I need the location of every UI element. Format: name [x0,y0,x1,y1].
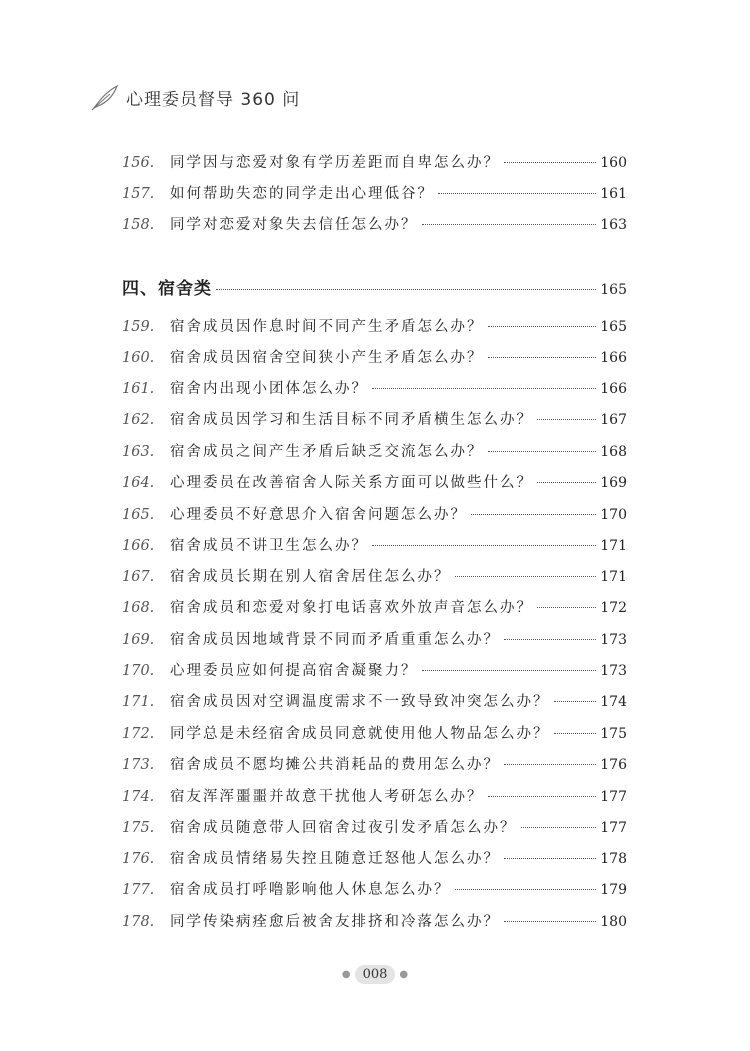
entry-page: 173 [600,632,627,648]
entry-title: 同学对恋爱对象失去信任怎么办？ [170,217,418,233]
leader-dots [422,670,597,671]
entry-page: 166 [600,350,627,366]
entry-page: 169 [600,475,627,491]
toc-entry[interactable] [122,910,627,934]
section-heading[interactable] [122,274,627,300]
entry-page: 171 [600,538,627,554]
entry-number: 171. [122,694,155,710]
page-footer [335,963,415,985]
leader-dots [488,326,597,327]
entry-page: 168 [600,444,627,460]
leader-dots [438,193,596,194]
leader-dots [504,764,596,765]
entry-number: 157. [122,186,155,202]
entry-number: 156. [122,155,155,171]
entry-number: 174. [122,789,155,805]
entry-title: 宿舍成员情绪易失控且随意迁怒他人怎么办？ [170,851,500,867]
leader-dots [372,388,596,389]
entry-title: 同学总是未经宿舍成员同意就使用他人物品怎么办？ [170,726,550,742]
entry-title: 宿舍成员因宿舍空间狭小产生矛盾怎么办？ [170,350,484,366]
leader-dots [554,733,597,734]
toc-entry[interactable] [122,628,627,652]
entry-title: 宿舍成员和恋爱对象打电话喜欢外放声音怎么办？ [170,600,533,616]
entry-title: 宿舍成员因地域背景不同而矛盾重重怎么办？ [170,632,500,648]
leader-dots [504,921,596,922]
entry-number: 164. [122,475,155,491]
entry-number: 161. [122,381,155,397]
entry-title: 同学传染病痊愈后被舍友排挤和冷落怎么办？ [170,914,500,930]
entry-title: 宿舍成员因对空调温度需求不一致导致冲突怎么办？ [170,694,550,710]
toc-entry[interactable] [122,346,627,370]
entry-number: 167. [122,569,155,585]
toc-entry[interactable] [122,722,627,746]
leader-dots [537,482,596,483]
entry-title: 宿舍成员不愿均摊公共消耗品的费用怎么办？ [170,757,500,773]
toc-entry[interactable] [122,315,627,339]
leader-dots [488,796,597,797]
toc-entry[interactable] [122,878,627,902]
leader-dots [504,162,596,163]
entry-number: 176. [122,851,155,867]
header-title: 心理委员督导 360 问 [126,89,301,110]
entry-title: 心理委员应如何提高宿舍凝聚力？ [170,663,418,679]
toc-entry[interactable] [122,785,627,809]
entry-number: 163. [122,444,155,460]
entry-page: 171 [600,569,627,585]
leader-dots [521,827,597,828]
dot-icon: ● [399,968,409,980]
entry-page: 173 [600,663,627,679]
leader-dots [471,514,596,515]
entry-page: 161 [600,186,627,202]
entry-title: 宿舍成员打呼噜影响他人休息怎么办？ [170,882,451,898]
entry-page: 166 [600,381,627,397]
toc-entry[interactable] [122,690,627,714]
toc-entry[interactable] [122,440,627,464]
section-title: 四、宿舍类 [122,279,212,299]
section-page: 165 [600,282,627,298]
entry-number: 178. [122,914,155,930]
leader-dots [504,639,596,640]
entry-title: 宿舍成员之间产生矛盾后缺乏交流怎么办？ [170,444,484,460]
toc-entry[interactable] [122,847,627,871]
leader-dots [537,419,596,420]
leader-dots [422,224,597,225]
entry-page: 175 [600,726,627,742]
toc-entry[interactable] [122,534,627,558]
entry-number: 160. [122,350,155,366]
toc-entry[interactable] [122,659,627,683]
toc-entry[interactable] [122,471,627,495]
leader-dots [504,858,596,859]
entry-number: 162. [122,412,155,428]
entry-page: 180 [600,914,627,930]
entry-number: 170. [122,663,155,679]
toc-entry[interactable] [122,377,627,401]
entry-title: 宿舍内出现小团体怎么办？ [170,381,368,397]
toc-entry[interactable] [122,182,627,206]
entry-number: 175. [122,820,155,836]
entry-page: 160 [600,155,627,171]
entry-title: 同学因与恋爱对象有学历差距而自卑怎么办？ [170,155,500,171]
entry-number: 165. [122,507,155,523]
leader-dots [372,545,596,546]
entry-page: 179 [600,882,627,898]
entry-number: 172. [122,726,155,742]
entry-page: 172 [600,600,627,616]
leader-dots [554,701,597,702]
toc-entry[interactable] [122,565,627,589]
entry-page: 167 [600,412,627,428]
entry-page: 177 [600,789,627,805]
entry-title: 如何帮助失恋的同学走出心理低谷？ [170,186,434,202]
leader-dots [488,357,597,358]
leader-dots [455,889,597,890]
entry-page: 174 [600,694,627,710]
entry-page: 165 [600,319,627,335]
entry-number: 173. [122,757,155,773]
entry-title: 宿舍成员因学习和生活目标不同矛盾横生怎么办？ [170,412,533,428]
toc-entry[interactable] [122,503,627,527]
entry-page: 163 [600,217,627,233]
leader-dots [488,451,597,452]
leader-dots [216,289,596,290]
entry-number: 158. [122,217,155,233]
toc-entry[interactable] [122,213,627,237]
entry-number: 177. [122,882,155,898]
entry-page: 170 [600,507,627,523]
entry-page: 176 [600,757,627,773]
page-number: 008 [355,965,396,984]
entry-title: 宿舍成员随意带人回宿舍过夜引发矛盾怎么办？ [170,820,517,836]
leader-dots [537,607,596,608]
entry-title: 心理委员在改善宿舍人际关系方面可以做些什么？ [170,475,533,491]
leader-dots [455,576,597,577]
toc-entry[interactable] [122,408,627,432]
toc-entry[interactable] [122,753,627,777]
entry-page: 177 [600,820,627,836]
toc-entry[interactable] [122,151,627,175]
entry-number: 168. [122,600,155,616]
entry-title: 宿友浑浑噩噩并故意干扰他人考研怎么办？ [170,789,484,805]
toc-entry[interactable] [122,816,627,840]
entry-title: 宿舍成员不讲卫生怎么办？ [170,538,368,554]
entry-page: 178 [600,851,627,867]
entry-title: 宿舍成员因作息时间不同产生矛盾怎么办？ [170,319,484,335]
toc-entry[interactable] [122,596,627,620]
entry-title: 心理委员不好意思介入宿舍问题怎么办？ [170,507,467,523]
dot-icon: ● [341,968,351,980]
entry-number: 166. [122,538,155,554]
entry-number: 169. [122,632,155,648]
entry-number: 159. [122,319,155,335]
entry-title: 宿舍成员长期在别人宿舍居住怎么办？ [170,569,451,585]
